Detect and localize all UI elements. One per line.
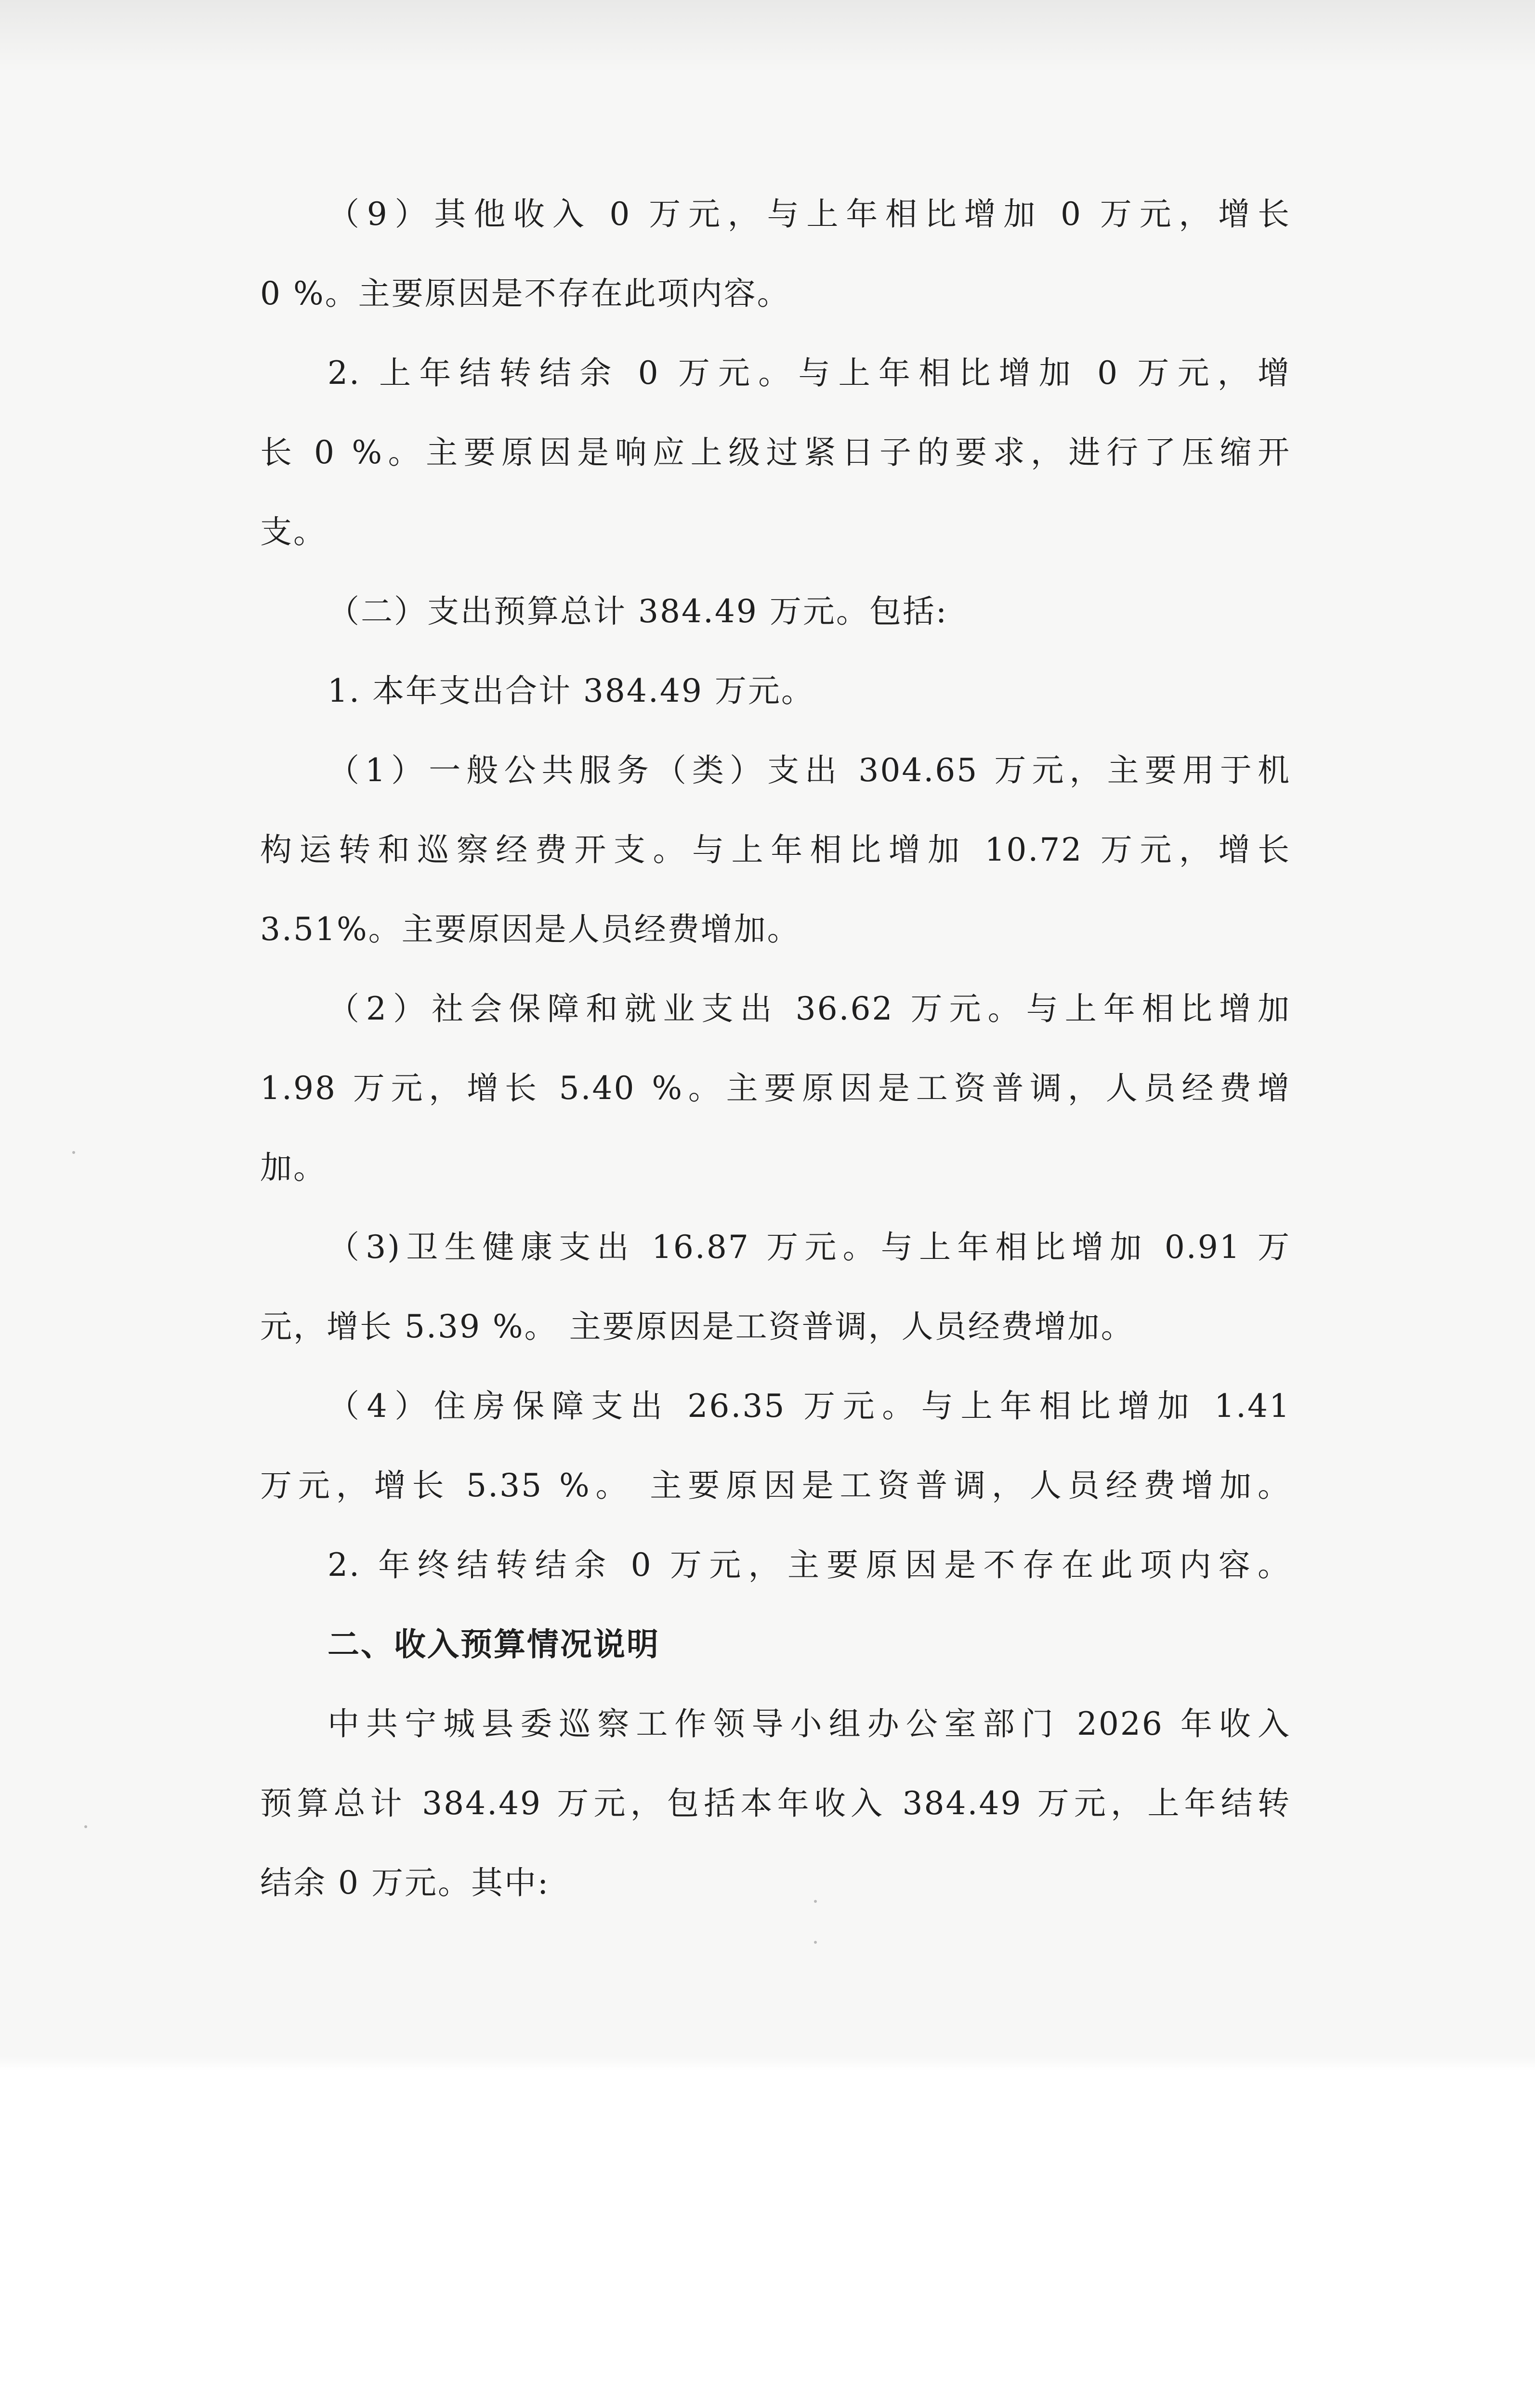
text-line: 3.51%。主要原因是人员经费增加。 [260,911,800,948]
text-line: 结余 0 万元。其中: [260,1864,550,1901]
text-line: （1）一般公共服务（类）支出 304.65 万元，主要用于机 [328,752,1291,789]
text-line: 中共宁城县委巡察工作领导小组办公室部门 2026 年收入 [328,1705,1291,1742]
text-line: （二）支出预算总计 384.49 万元。包括: [328,593,948,630]
text-line: 0 %。主要原因是不存在此项内容。 [260,275,790,312]
text-line: （3)卫生健康支出 16.87 万元。与上年相比增加 0.91 万 [328,1229,1291,1266]
text-line: 1. 本年支出合计 384.49 万元。 [328,672,814,709]
text-line: （4）住房保障支出 26.35 万元。与上年相比增加 1.41 [328,1387,1291,1425]
scan-speck [72,1151,75,1154]
text-line: 长 0 %。主要原因是响应上级过紧日子的要求，进行了压缩开 [260,434,1291,471]
text-line: （9）其他收入 0 万元，与上年相比增加 0 万元，增长 [328,196,1291,233]
text-line: 2. 年终结转结余 0 万元，主要原因是不存在此项内容。 [328,1546,1291,1584]
scan-bottom-edge [0,2056,1535,2071]
scan-speck [814,1941,817,1944]
scan-top-shadow [0,0,1535,72]
section-heading: 二、收入预算情况说明 [328,1626,660,1663]
text-line: （2）社会保障和就业支出 36.62 万元。与上年相比增加 [328,990,1291,1027]
text-line: 2. 上年结转结余 0 万元。与上年相比增加 0 万元，增 [328,354,1291,392]
document-body [260,190,1291,1938]
text-line: 构运转和巡察经费开支。与上年相比增加 10.72 万元，增长 [260,831,1291,868]
text-line: 预算总计 384.49 万元，包括本年收入 384.49 万元，上年结转 [260,1785,1291,1822]
scan-speck [84,1825,87,1828]
text-line: 元，增长 5.39 %。 主要原因是工资普调，人员经费增加。 [260,1308,1134,1345]
text-line: 支。 [260,513,327,550]
text-line: 1.98 万元，增长 5.40 %。主要原因是工资普调，人员经费增 [260,1070,1291,1107]
text-line: 万元，增长 5.35 %。 主要原因是工资普调，人员经费增加。 [260,1467,1291,1504]
text-line: 加。 [260,1149,327,1186]
